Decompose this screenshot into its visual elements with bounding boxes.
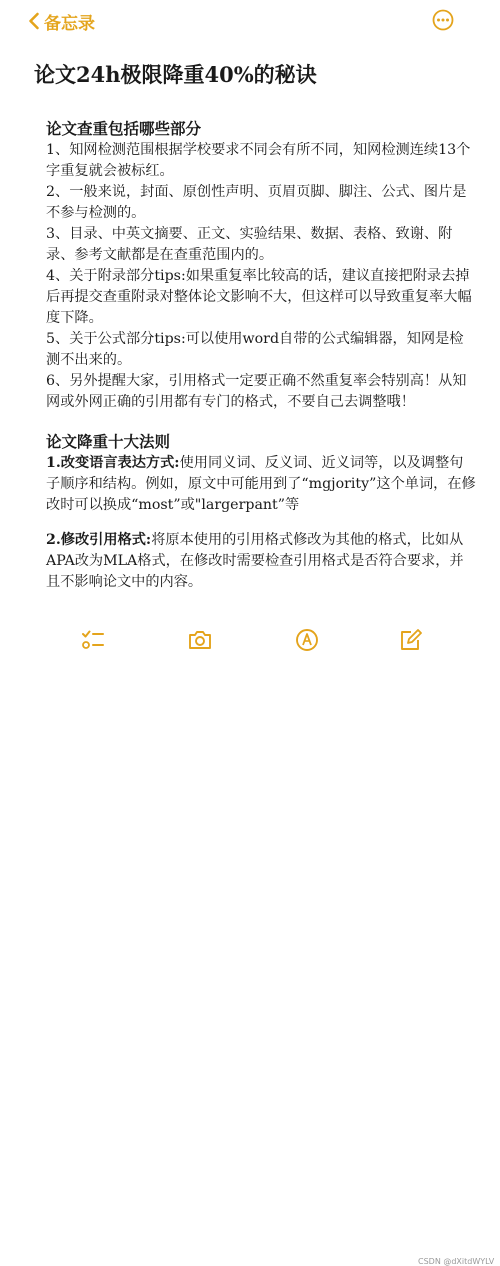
- list-item: 6、另外提醒大家，引用格式一定要正确不然重复率会特别高！从知网或外网正确的引用都有专门的格式，不要自己去调整哦！: [46, 373, 467, 410]
- compose-button[interactable]: [398, 628, 424, 652]
- compose-icon: [398, 628, 424, 652]
- rule-text: 使用同义词、反义词、近义词等，以及调整句子顺序和结构。例如，原文中可能用到了“mgjority”这个单词，在修改时可以换成“most”或"largerpant”等: [46, 455, 476, 513]
- chevron-left-icon: [28, 12, 40, 30]
- checklist-button[interactable]: [80, 628, 106, 652]
- list-item: 1、知网检测范围根据学校要求不同会有所不同，知网检测连续13个字重复就会被标红。: [46, 142, 471, 179]
- bottom-toolbar: [0, 618, 500, 1266]
- rule-label: 1.改变语言表达方式:: [46, 455, 180, 471]
- section-heading: 论文查重包括哪些部分: [46, 119, 202, 138]
- more-options-button[interactable]: [432, 9, 454, 31]
- back-label: 备忘录: [44, 13, 95, 34]
- list-item: 5、关于公式部分tips:可以使用word自带的公式编辑器，知网是检测不出来的。: [46, 331, 464, 368]
- watermark: CSDN @dXitdWYLV: [418, 1257, 495, 1266]
- camera-icon: [187, 628, 213, 652]
- pen-icon: [294, 628, 320, 652]
- more-icon: [432, 9, 454, 31]
- camera-button[interactable]: [187, 628, 213, 652]
- rule-label: 2.修改引用格式:: [46, 532, 152, 548]
- list-item: 3、目录、中英文摘要、正文、实验结果、数据、表格、致谢、附录、参考文献都是在查重范围内的。: [46, 226, 453, 263]
- note-title: 论文24h极限降重40%的秘诀: [34, 62, 317, 87]
- list-item: 4、关于附录部分tips:如果重复率比较高的话，建议直接把附录去掉后再提交查重附录对整体论文影响不大，但这样可以导致重复率大幅度下降。: [46, 268, 472, 326]
- rule-item: [46, 530, 476, 593]
- note-body[interactable]: [46, 118, 476, 593]
- back-button[interactable]: [28, 9, 95, 33]
- list-item: 2、一般来说，封面、原创性声明、页眉页脚、脚注、公式、图片是不参与检测的。: [46, 184, 467, 221]
- markup-button[interactable]: [294, 628, 320, 652]
- navigation-bar: [0, 0, 500, 40]
- section-heading: 论文降重十大法则: [46, 432, 171, 451]
- rule-item: [46, 453, 476, 516]
- rule-text: 将原本使用的引用格式修改为其他的格式，比如从APA改为MLA格式，在修改时需要检查引用格式是否符合要求，并且不影响论文中的内容。: [46, 532, 464, 590]
- checklist-icon: [80, 628, 106, 652]
